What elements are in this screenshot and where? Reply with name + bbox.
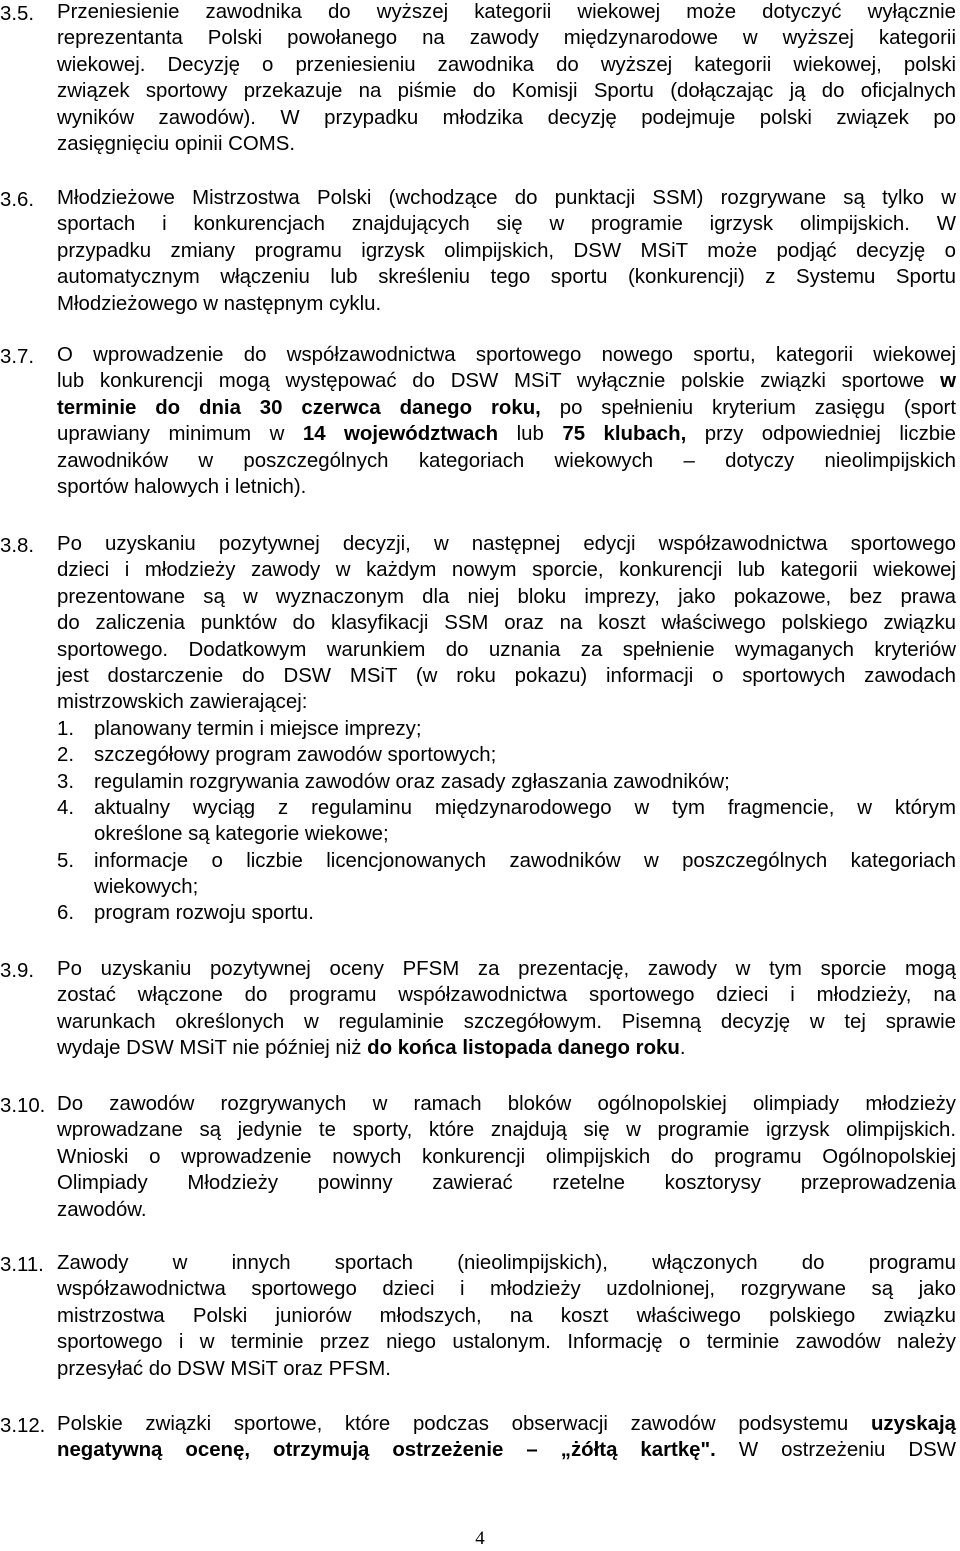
bold-run: negatywną ocenę, otrzymują ostrzeżenie – „żółtą kartkę". bbox=[57, 1439, 716, 1462]
text-line: Zawody w innych sportach (nieolimpijskich), włączonych do programu bbox=[57, 1252, 956, 1274]
section-number: 3.10. bbox=[0, 1095, 46, 1117]
text-line: do zaliczenia punktów do klasyfikacji SSM oraz na koszt właściwego polskiego związku bbox=[57, 612, 956, 635]
text-line: planowany termin i miejsce imprezy; bbox=[94, 717, 422, 740]
text-line: przesyłać do DSW MSiT oraz PFSM. bbox=[57, 1357, 391, 1380]
text-line: program rozwoju sportu. bbox=[94, 902, 314, 925]
section-number: 3.8. bbox=[0, 535, 35, 557]
list-number: 5. bbox=[57, 849, 75, 872]
list-number: 1. bbox=[57, 717, 75, 740]
text-line: współzawodnictwa sportowego dzieci i młodzieży uzdolnionej, rozgrywane są jako bbox=[57, 1278, 956, 1301]
text-line: zawodników w poszczególnych kategoriach wiekowych – dotyczy nieolimpijskich bbox=[57, 449, 956, 472]
section-number: 3.12. bbox=[0, 1415, 46, 1437]
section-number: 3.9. bbox=[0, 960, 35, 982]
bold-run: 14 województwach bbox=[302, 423, 499, 446]
text-run: przy odpowiedniej liczbie bbox=[686, 423, 956, 446]
text-line: przypadku zmiany programu igrzysk olimpijskich, DSW MSiT może podjąć decyzję o bbox=[57, 239, 956, 262]
section-number: 3.11. bbox=[0, 1254, 44, 1276]
page-number: 4 bbox=[475, 1528, 485, 1549]
text-line: mistrzostwa Polski juniorów młodszych, na koszt właściwego polskiego związku bbox=[57, 1304, 956, 1327]
text-line: związek sportowy przekazuje na piśmie do Komisji Sportu (dołączając ją do oficjalnych bbox=[57, 80, 956, 103]
list-item bbox=[57, 718, 956, 744]
list-item bbox=[57, 797, 956, 850]
text-line: wprowadzane są jedynie te sporty, które znajdują się w programie igrzysk olimpijskich. bbox=[57, 1119, 956, 1142]
text-line bbox=[57, 1413, 956, 1439]
bold-run: terminie do dnia 30 czerwca danego roku, bbox=[57, 396, 541, 419]
text-line: automatycznym włączeniu lub skreśleniu tego sportu (konkurencji) z Systemu Sportu bbox=[57, 266, 956, 289]
text-line: sportowego. Dodatkowym warunkiem do uznania za spełnienie wymaganych kryteriów bbox=[57, 638, 956, 661]
text-line bbox=[57, 370, 956, 396]
text-line bbox=[57, 1439, 956, 1465]
section-number: 3.7. bbox=[0, 346, 35, 368]
text-line: szczegółowy program zawodów sportowych; bbox=[94, 744, 497, 767]
text-line bbox=[57, 397, 956, 423]
list-number: 6. bbox=[57, 902, 75, 925]
text-run: Polskie związki sportowe, które podczas obserwacji zawodów podsystemu bbox=[57, 1413, 871, 1435]
text-line: mistrzowskich zawierającej: bbox=[57, 691, 308, 714]
text-line: sportów halowych i letnich). bbox=[57, 475, 307, 498]
text-line: Olimpiady Młodzieży powinny zawierać rzetelne kosztorysy przeprowadzenia bbox=[57, 1172, 956, 1195]
text-line: Wnioski o wprowadzenie nowych konkurencji olimpijskich do programu Ogólnopolskiej bbox=[57, 1145, 956, 1168]
text-line: wiekowej. Decyzję o przeniesieniu zawodnika do wyższej kategorii wiekowej, polski bbox=[57, 53, 956, 76]
text-line: jest dostarczenie do DSW MSiT (w roku pokazu) informacji o sportowych zawodach bbox=[57, 664, 956, 687]
list-item bbox=[57, 902, 956, 928]
text-line: zasięgnięciu opinii COMS. bbox=[57, 132, 295, 155]
text-line: regulamin rozgrywania zawodów oraz zasady zgłaszania zawodników; bbox=[94, 770, 730, 793]
text-line: informacje o liczbie licencjonowanych zawodników w poszczególnych kategoriach bbox=[94, 849, 956, 872]
section-number: 3.5. bbox=[0, 3, 35, 25]
text-line: wyników zawodów). W przypadku młodzika decyzję podejmuje polski związek po bbox=[57, 106, 956, 129]
text-line: aktualny wyciąg z regulaminu międzynarodowego w tym fragmencie, w którym bbox=[94, 796, 956, 819]
text-line: Młodzieżowe Mistrzostwa Polski (wchodzące do punktacji SSM) rozgrywane są tylko w bbox=[57, 187, 956, 209]
text-line bbox=[57, 1037, 956, 1063]
bold-run: 75 klubach, bbox=[562, 423, 687, 446]
text-line: zostać włączone do programu współzawodnictwa sportowego dzieci i młodzieży, na bbox=[57, 984, 956, 1007]
text-line: wiekowych; bbox=[94, 876, 199, 899]
list-item bbox=[57, 744, 956, 770]
list-number: 3. bbox=[57, 770, 75, 793]
text-line: Przeniesienie zawodnika do wyższej kategorii wiekowej może dotyczyć wyłącznie bbox=[57, 1, 956, 23]
list-number: 2. bbox=[57, 744, 75, 767]
bold-run: w bbox=[940, 370, 956, 393]
text-run: lub konkurencji mogą występować do DSW MSiT wyłącznie polskie związki sportowe bbox=[57, 370, 941, 393]
bold-run: do końca listopada danego roku bbox=[367, 1037, 680, 1060]
text-line: prezentowane są w wyznaczonym dla niej bloku imprezy, jako pokazowe, bez prawa bbox=[57, 585, 956, 608]
text-line: reprezentanta Polski powołanego na zawody międzynarodowe w wyższej kategorii bbox=[57, 27, 956, 50]
text-line: sportowego i w terminie przez niego ustalonym. Informację o terminie zawodów należy bbox=[57, 1331, 956, 1354]
list-item bbox=[57, 771, 956, 797]
text-line: Młodzieżowego w następnym cyklu. bbox=[57, 292, 382, 315]
text-line: dzieci i młodzieży zawody w każdym nowym sporcie, konkurencji lub kategorii wiekowej bbox=[57, 559, 956, 582]
text-run: . bbox=[679, 1037, 686, 1060]
text-line: zawodów. bbox=[57, 1198, 147, 1221]
bold-run: uzyskają bbox=[870, 1413, 956, 1435]
text-line: określone są kategorie wiekowe; bbox=[94, 823, 389, 846]
text-line: Po uzyskaniu pozytywnej decyzji, w następnej edycji współzawodnictwa sportowego bbox=[57, 533, 956, 555]
list-item bbox=[57, 850, 956, 903]
text-line: O wprowadzenie do współzawodnictwa sportowego nowego sportu, kategorii wiekowej bbox=[57, 344, 956, 366]
text-line bbox=[57, 423, 956, 449]
text-run: wydaje DSW MSiT nie później niż bbox=[57, 1037, 368, 1060]
text-line: Do zawodów rozgrywanych w ramach bloków ogólnopolskiej olimpiady młodzieży bbox=[57, 1093, 956, 1115]
text-run: W ostrzeżeniu DSW bbox=[715, 1439, 956, 1462]
text-line: sportach i konkurencjach znajdujących się w programie igrzysk olimpijskich. W bbox=[57, 213, 956, 236]
text-run: lub bbox=[498, 423, 563, 446]
list-number: 4. bbox=[57, 796, 75, 819]
text-line: Po uzyskaniu pozytywnej oceny PFSM za prezentację, zawody w tym sporcie mogą bbox=[57, 958, 956, 980]
section-number: 3.6. bbox=[0, 189, 35, 211]
text-line: warunkach określonych w regulaminie szczegółowym. Pisemną decyzję w tej sprawie bbox=[57, 1010, 956, 1033]
text-run: po spełnieniu kryterium zasięgu (sport bbox=[540, 396, 957, 419]
text-run: uprawiany minimum w bbox=[57, 423, 303, 446]
